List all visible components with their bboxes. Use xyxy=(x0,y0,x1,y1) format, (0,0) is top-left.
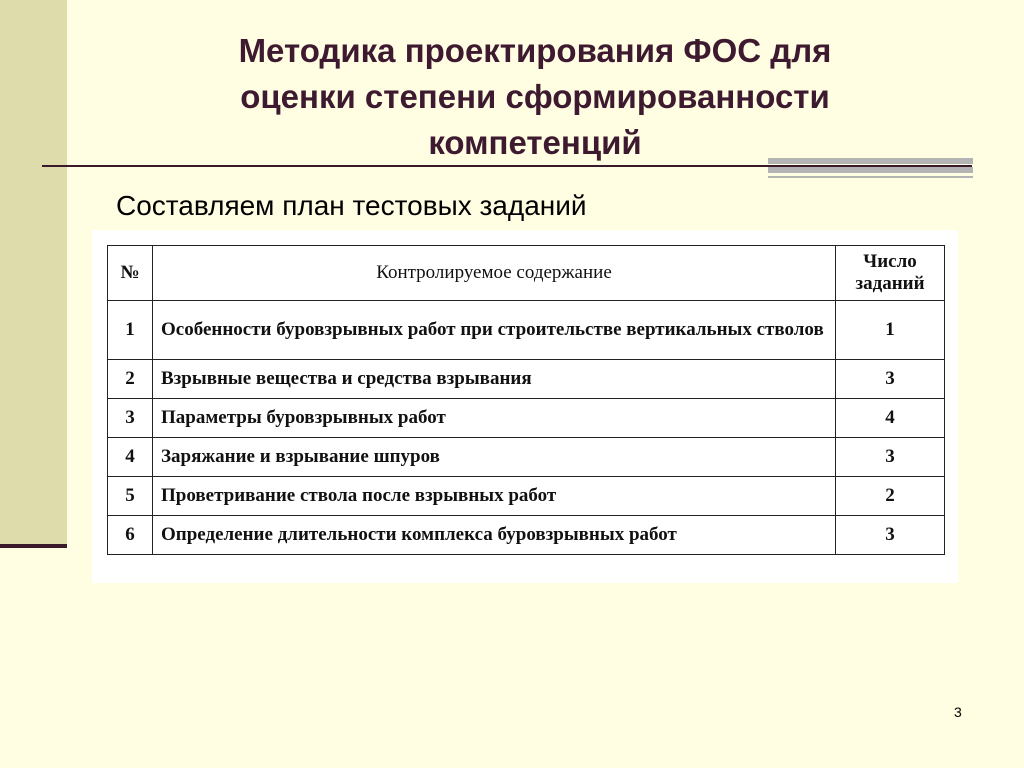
row-content: Заряжание и взрывание шпуров xyxy=(153,438,836,477)
row-number: 3 xyxy=(108,399,153,438)
row-number: 6 xyxy=(108,516,153,555)
row-number: 1 xyxy=(108,301,153,360)
row-content: Взрывные вещества и средства взрывания xyxy=(153,360,836,399)
header-content: Контролируемое содержание xyxy=(153,246,836,301)
slide-title: Методика проектирования ФОС для оценки степени сформированности компетенций xyxy=(238,32,832,161)
row-count: 3 xyxy=(836,438,945,477)
row-content: Особенности буровзрывных работ при строительстве вертикальных стволов xyxy=(153,301,836,360)
table-row xyxy=(108,399,945,438)
row-count: 1 xyxy=(836,301,945,360)
row-number: 2 xyxy=(108,360,153,399)
left-decor-band xyxy=(0,0,67,547)
row-number: 5 xyxy=(108,477,153,516)
table-panel xyxy=(92,230,958,583)
row-content: Определение длительности комплекса буровзрывных работ xyxy=(153,516,836,555)
row-count: 3 xyxy=(836,360,945,399)
row-count: 4 xyxy=(836,399,945,438)
table-header-row xyxy=(108,246,945,301)
header-number: № xyxy=(108,246,153,301)
left-band-rule xyxy=(0,544,67,548)
slide-subtitle: Составляем план тестовых заданий xyxy=(116,190,587,221)
test-plan-table xyxy=(107,245,945,555)
table-row xyxy=(108,516,945,555)
row-content: Проветривание ствола после взрывных работ xyxy=(153,477,836,516)
table-row xyxy=(108,360,945,399)
header-count: Число заданий xyxy=(836,246,945,301)
page-number: 3 xyxy=(954,704,962,720)
row-number: 4 xyxy=(108,438,153,477)
table-row xyxy=(108,438,945,477)
title-rule-shadow xyxy=(768,158,973,178)
row-content: Параметры буровзрывных работ xyxy=(153,399,836,438)
row-count: 3 xyxy=(836,516,945,555)
table-row xyxy=(108,477,945,516)
row-count: 2 xyxy=(836,477,945,516)
title-divider xyxy=(42,165,972,167)
table-row xyxy=(108,301,945,360)
